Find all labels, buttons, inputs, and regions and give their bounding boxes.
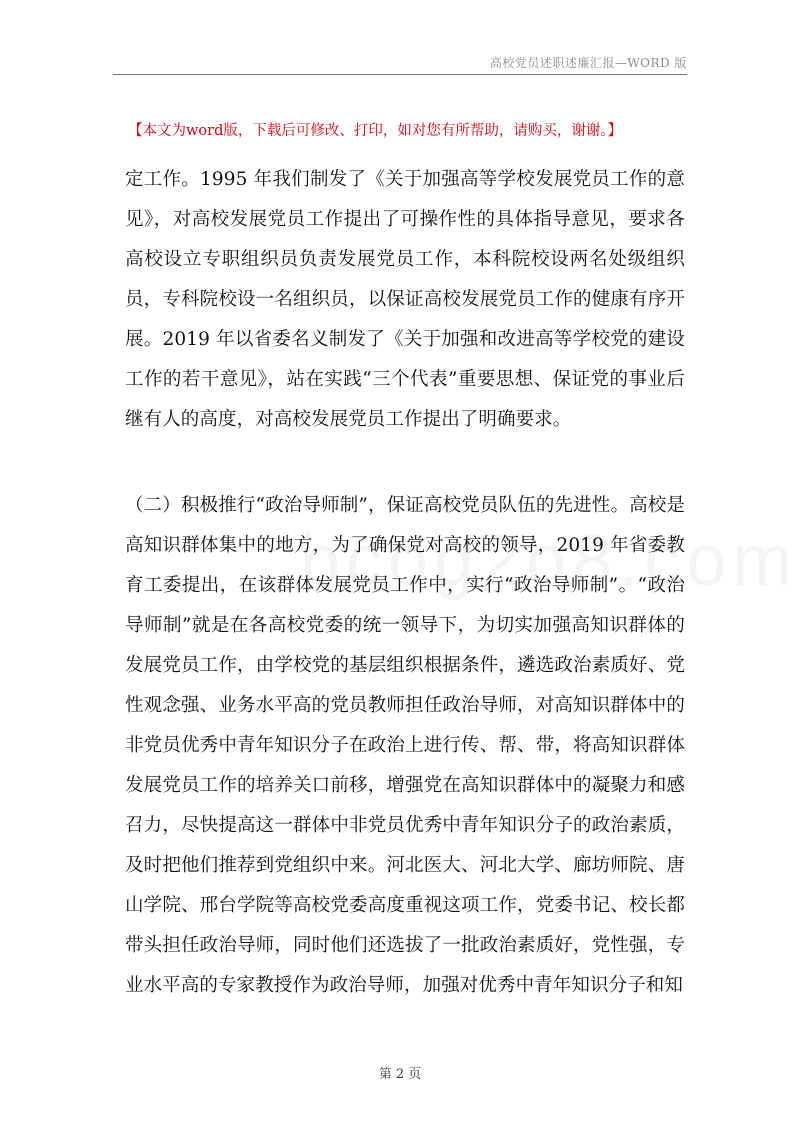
header-divider bbox=[113, 74, 687, 75]
document-body bbox=[125, 160, 685, 1006]
page-number: 第 2 页 bbox=[378, 1067, 422, 1082]
document-header-title: 高校党员述职述廉汇报—WORD 版 bbox=[489, 56, 687, 70]
body-paragraph-2: （二）积极推行“政治导师制”，保证高校党员队伍的先进性。高校是高知识群体集中的地方，为了确保党对高校的领导，2019 年省委教育工委提出，在该群体发展党员工作中，实行“政治导师制”。“政治导师制”就是在各高校党委的统一领导下，为切实加强高知识群体的发展党员工作，由学校党的基层组织根据条件，遴选政治素质好、党性观念强、业务水平高的党员教师担任政治导师，对高知识群体中的非党员优秀中青年知识分子在政治上进行传、帮、带，将高知识群体发展党员工作的培养关口前移，增强党在高知识群体中的凝聚力和感召力，尽快提高这一群体中非党员优秀中青年知识分子的政治素质，及时把他们推荐到党组织中来。河北医大、河北大学、廊坊师院、唐山学院、邢台学院等高校党委高度重视这项工作，党委书记、校长都带头担任政治导师，同时他们还选拔了一批政治素质好，党性强，专业水平高的专家教授作为政治导师，加强对优秀中青年知识分子和知 bbox=[125, 495, 685, 996]
download-notice: 【本文为word版，下载后可修改、打印，如对您有所帮助，请购买，谢谢。】 bbox=[128, 123, 623, 139]
body-paragraph-1: 定工作。1995 年我们制发了《关于加强高等学校发展党员工作的意见》，对高校发展党员工作提出了可操作性的具体指导意见，要求各高校设立专职组织员负责发展党员工作，本科院校设两名处级组织员，专科院校设一名组织员，以保证高校发展党员工作的健康有序开展。2019 年以省委名义制发了《关于加强和改进高等学校党的建设工作的若干意见》，站在实践“三个代表”重要思想、保证党的事业后继有人的高度，对高校发展党员工作提出了明确要求。 bbox=[125, 169, 685, 430]
